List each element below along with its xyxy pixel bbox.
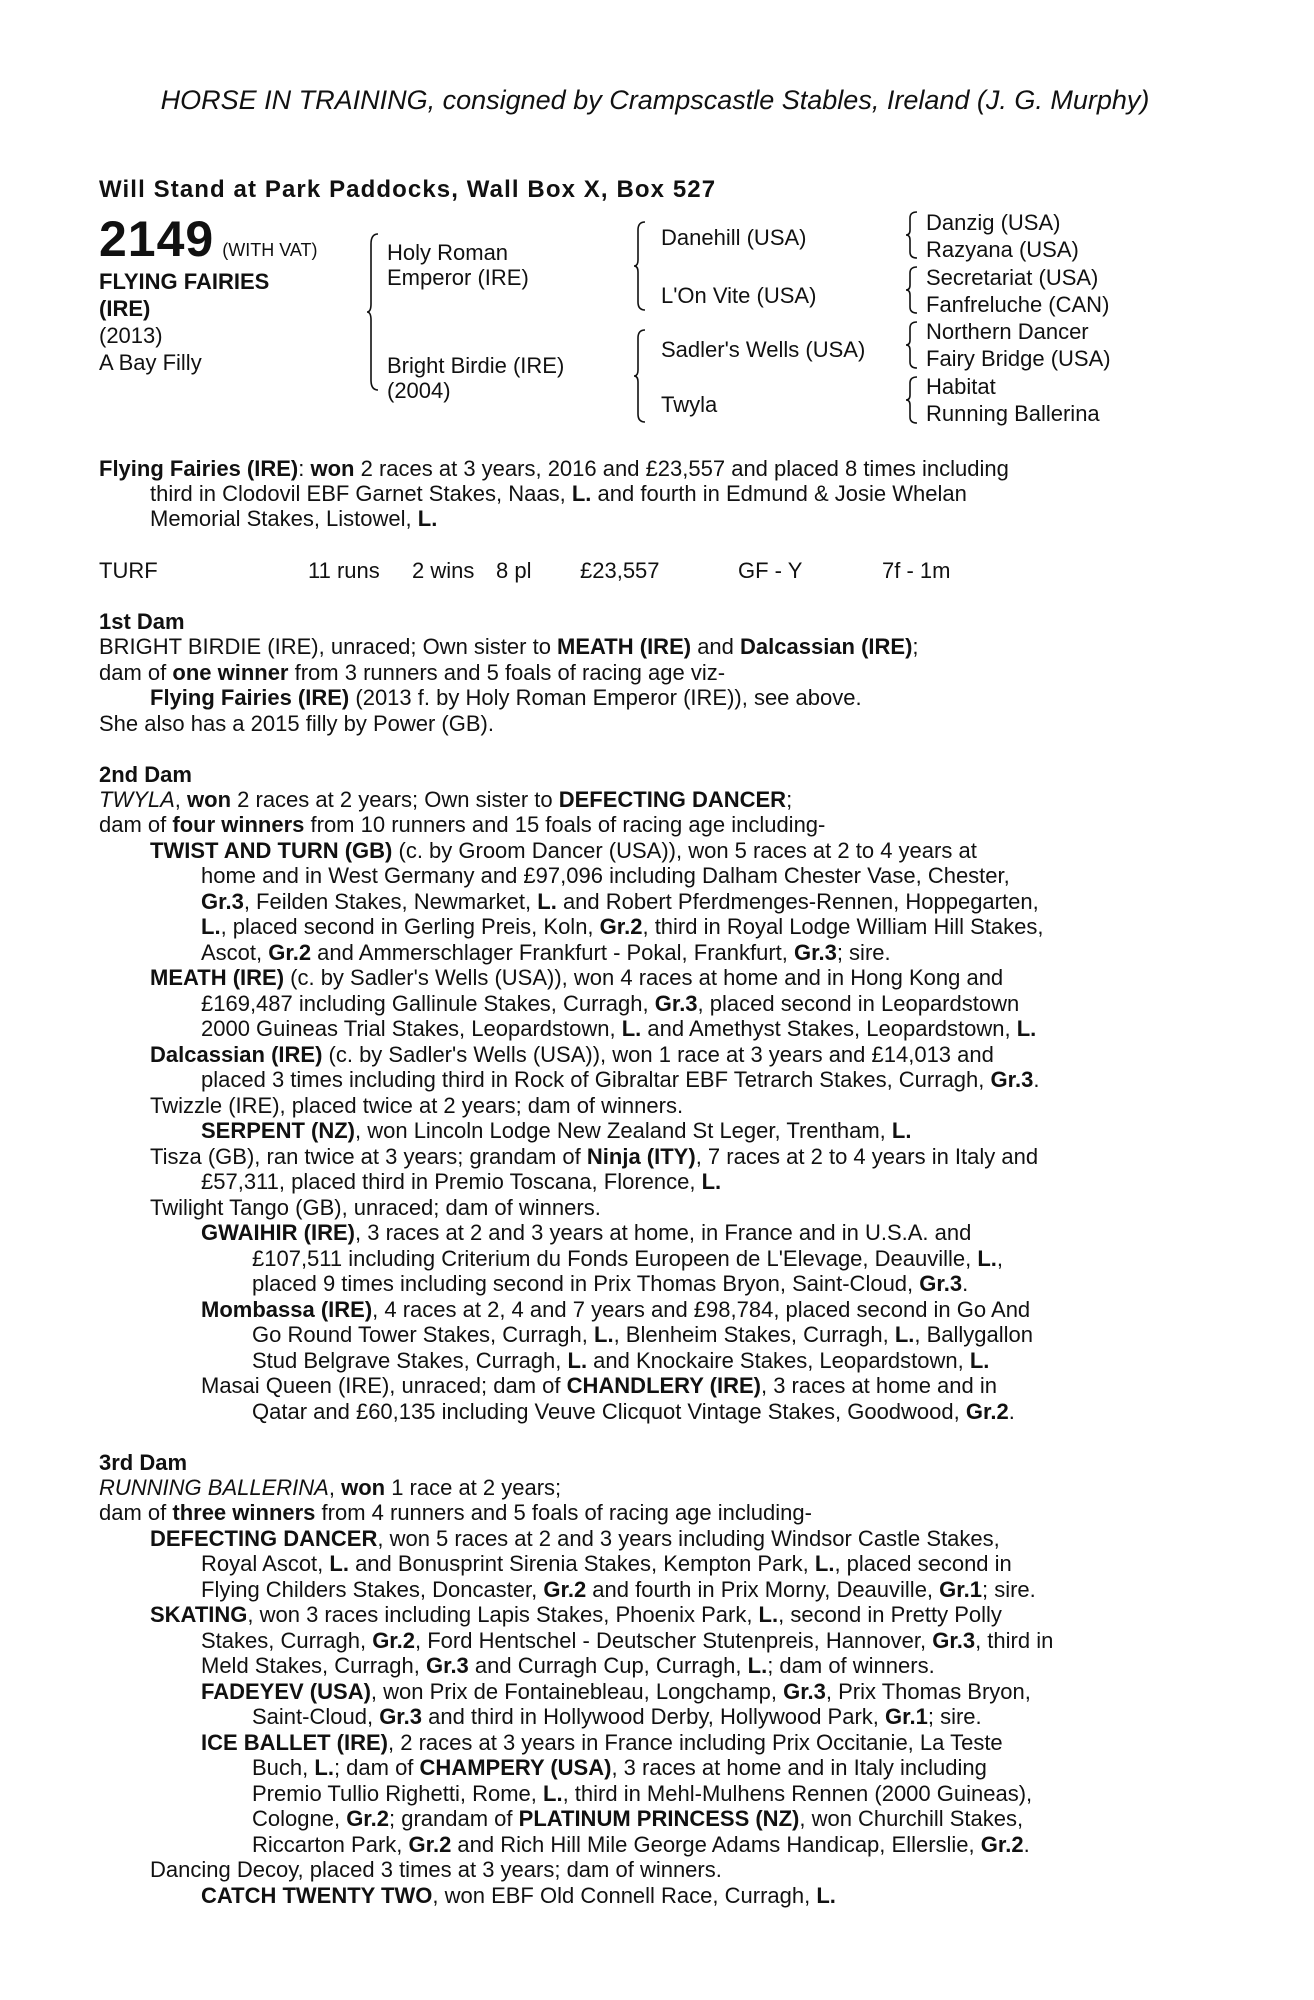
text-run: , won 3 races including Lapis Stakes, Phoenix Park, [247,1602,759,1627]
second-dam-line [201,1297,1030,1323]
bold-text: L. [594,1322,614,1347]
text-run: Qatar and £60,135 including Veuve Clicquot Vintage Stakes, Goodwood, [252,1399,966,1424]
bold-text: L. [891,1118,912,1143]
bold-text: Flying Fairies (IRE) [99,456,299,481]
third-dam-line [99,1500,812,1526]
italic-text: RUNNING BALLERINA [99,1475,329,1500]
summary-line [150,506,437,532]
page-title: HORSE IN TRAINING, consigned by Crampscastle Stables, Ireland (J. G. Murphy) [160,85,1150,115]
text-run: , Prix Thomas Bryon, [825,1679,1031,1704]
third-dam-line [252,1806,1023,1832]
text-run: from 3 runners and 5 foals of racing age viz- [288,660,726,685]
text-run: . [1008,1399,1015,1424]
text-run: Go Round Tower Stakes, Curragh, [252,1322,594,1347]
brace-dd [905,375,919,425]
bold-text: L. [329,1551,349,1576]
ped-dam-line2: (2004) [387,378,451,403]
text-run: and third in Hollywood Derby, Hollywood Park, [422,1704,886,1729]
summary-line [150,481,967,507]
text-run: (c. by Groom Dancer (USA)), won 5 races at 2 to 4 years at [392,838,977,863]
horse-description: A Bay Filly [99,350,202,375]
bold-text: one winner [172,660,289,685]
bold-text: Gr.3 [783,1679,826,1704]
text-run: and Ammerschlager Frankfurt - Pokal, Frankfurt, [311,940,795,965]
turf-placed: 8 pl [496,558,532,583]
text-run: £107,511 including Criterium du Fonds Europeen de L'Elevage, Deauville, [252,1246,978,1271]
summary-line [99,456,1009,482]
text-run: and Amethyst Stakes, Leopardstown, [641,1016,1017,1041]
turf-wins: 2 wins [412,558,475,583]
second-dam-line [252,1399,1015,1425]
text-run: , third in Royal Lodge William Hill Stakes, [642,914,1044,939]
third-dam-line [201,1577,1036,1603]
bold-text: L. [543,1781,563,1806]
text-run: , won Churchill Stakes, [799,1806,1024,1831]
text-run: Dancing Decoy, placed 3 times at 3 years; dam of winners. [150,1857,722,1882]
bold-text: Dalcassian (IRE) [150,1042,323,1067]
text-run: , second in Pretty Polly [778,1602,1002,1627]
third-dam-line [201,1730,1003,1756]
text-run: She also has a 2015 filly by Power (GB). [99,711,494,736]
text-run: . [1033,1067,1040,1092]
bold-text: L. [701,1169,722,1194]
second-dam-line [201,991,1019,1017]
text-run: £169,487 including Gallinule Stakes, Curragh, [201,991,655,1016]
text-run: placed 9 times including second in Prix Thomas Bryon, Saint-Cloud, [252,1271,920,1296]
third-dam-line [201,1628,1053,1654]
first-dam-line [99,711,494,737]
text-run: BRIGHT BIRDIE (IRE), unraced; Own sister to [99,634,558,659]
text-run: , placed second in Leopardstown [697,991,1020,1016]
turf-earnings: £23,557 [580,558,660,583]
text-run: ; dam of [333,1755,420,1780]
text-run: £57,311, placed third in Premio Toscana, Florence, [201,1169,702,1194]
text-run: . [962,1271,969,1296]
text-run: , 4 races at 2, 4 and 7 years and £98,784, placed second in Go And [372,1297,1031,1322]
ped-sire: Holy Roman [387,240,509,265]
text-run: , 2 races at 3 years in France including Prix Occitanie, La Teste [388,1730,1003,1755]
text-run: , 3 races at home and in [760,1373,997,1398]
second-dam-line [150,838,977,864]
text-run: , 7 races at 2 to 4 years in Italy and [695,1144,1039,1169]
third-dam-line [150,1857,722,1883]
text-run: Twilight Tango (GB), unraced; dam of winners. [150,1195,601,1220]
text-run: dam of [99,1500,173,1525]
text-run: Flying Childers Stakes, Doncaster, [201,1577,544,1602]
third-dam-line [150,1602,1002,1628]
second-dam-line [201,1220,971,1246]
text-run: and fourth in Edmund & Josie Whelan [591,481,967,506]
ped-dam-sire: Sadler's Wells (USA) [661,337,866,362]
lot-number: 2149 [99,211,215,267]
turf-distance: 7f - 1m [882,558,951,583]
bold-text: Gr.2 [372,1628,415,1653]
text-run: , won Prix de Fontainebleau, Longchamp, [370,1679,784,1704]
text-run: , 3 races at home and in Italy including [611,1755,987,1780]
text-run: Royal Ascot, [201,1551,330,1576]
text-run: 2 races at 3 years, 2016 and £23,557 and placed 8 times including [354,456,1009,481]
bold-text: Gr.3 [932,1628,976,1653]
bold-text: SERPENT (NZ) [201,1118,355,1143]
third-dam-line [252,1832,1030,1858]
brace-sd [905,265,919,315]
bold-text: ICE BALLET (IRE) [201,1730,388,1755]
ped-sire-line2: Emperor (IRE) [387,265,529,290]
bold-text: L. [977,1246,997,1271]
bold-text: L. [758,1602,779,1627]
text-run: (c. by Sadler's Wells (USA)), won 4 races at home and in Hong Kong and [284,965,1004,990]
bold-text: won [310,456,355,481]
bold-text: L. [571,481,592,506]
second-dam-line [252,1348,989,1374]
bold-text: L. [621,1016,642,1041]
turf-runs: 11 runs [308,558,380,583]
bold-text: MEATH (IRE) [557,634,692,659]
bold-text: CATCH TWENTY TWO [201,1883,433,1908]
text-run: , [328,1475,342,1500]
bold-text: L. [1016,1016,1037,1041]
ped-dam-dam: Twyla [661,392,718,417]
second-dam-line [252,1246,1003,1272]
ped-dd-dam: Running Ballerina [926,401,1100,426]
section-heading: 2nd Dam [99,762,192,787]
bold-text: CHAMPERY (USA) [419,1755,612,1780]
bold-text: Gr.1 [939,1577,982,1602]
bold-text: three winners [172,1500,316,1525]
text-run: 2000 Guineas Trial Stakes, Leopardstown, [201,1016,622,1041]
text-run: third in Clodovil EBF Garnet Stakes, Naas, [150,481,572,506]
second-dam-line [150,1144,1038,1170]
bold-text: Gr.3 [201,889,244,914]
bold-text: Gr.2 [543,1577,587,1602]
ped-dd-sire: Habitat [926,374,996,399]
text-run: and fourth in Prix Morny, Deauville, [586,1577,940,1602]
second-dam-line [99,812,825,838]
bold-text: won [341,1475,386,1500]
turf-going: GF - Y [738,558,803,583]
text-run: Buch, [252,1755,315,1780]
bold-text: Gr.3 [654,991,698,1016]
vat-note: (WITH VAT) [222,240,318,260]
second-dam-line [252,1271,968,1297]
bold-text: DEFECTING DANCER [150,1526,378,1551]
text-run: , Ballygallon [914,1322,1034,1347]
text-run: . [1023,1832,1030,1857]
second-dam-line [201,1169,721,1195]
text-run: (2013 f. by Holy Roman Emperor (IRE)), see above. [349,685,862,710]
second-dam-line [252,1322,1033,1348]
text-run: Masai Queen (IRE), unraced; dam of [201,1373,567,1398]
third-dam-line [150,1526,1000,1552]
first-dam-line [150,685,862,711]
brace-dam [633,328,647,424]
second-dam-line [201,863,1010,889]
brace-sire [633,220,647,312]
bold-text: L. [201,914,221,939]
horse-name: FLYING FAIRIES [99,269,270,294]
text-run: and Robert Pferdmenges-Rennen, Hoppegarten, [556,889,1039,914]
ped-sd-dam: Fanfreluche (CAN) [926,292,1110,317]
bold-text: Gr.3 [379,1704,422,1729]
third-dam-line [201,1551,1012,1577]
text-run: , Feilden Stakes, Newmarket, [243,889,538,914]
bold-text: Gr.2 [268,940,312,965]
ped-ds-sire: Northern Dancer [926,319,1089,344]
ped-ss-sire: Danzig (USA) [926,210,1061,235]
text-run: Stakes, Curragh, [201,1628,373,1653]
bold-text: L. [747,1653,768,1678]
lot-info [99,268,269,376]
third-dam-line [99,1475,561,1501]
text-run: , [174,787,188,812]
bold-text: MEATH (IRE) [150,965,285,990]
bold-text: won [187,787,232,812]
bold-text: SKATING [150,1602,248,1627]
third-dam-line [201,1679,1031,1705]
bold-text: GWAIHIR (IRE) [201,1220,355,1245]
ped-sire-dam: L'On Vite (USA) [661,283,817,308]
bold-text: Gr.3 [425,1653,469,1678]
text-run: , won 5 races at 2 and 3 years including Windsor Castle Stakes, [377,1526,1000,1551]
second-dam-line [201,914,1044,940]
bold-text: four winners [172,812,305,837]
text-run: : [298,456,311,481]
text-run: ; [912,634,919,659]
ped-dam: Bright Birdie (IRE) [387,353,565,378]
italic-text: TWYLA [99,787,175,812]
text-run: 1 race at 2 years; [385,1475,562,1500]
bold-text: L. [969,1348,990,1373]
second-dam-line [201,889,1039,915]
text-run: and Bonusprint Sirenia Stakes, Kempton Park, [348,1551,815,1576]
text-run: 2 races at 2 years; Own sister to [231,787,559,812]
brace-main [366,232,380,392]
text-run: Ascot, [201,940,269,965]
first-dam-line [99,660,725,686]
section-heading: 3rd Dam [99,1450,188,1475]
bold-text: FADEYEV (USA) [201,1679,371,1704]
bold-text: PLATINUM PRINCESS (NZ) [518,1806,800,1831]
text-run: placed 3 times including third in Rock of Gibraltar EBF Tetrarch Stakes, Curragh, [201,1067,991,1092]
bold-text: Ninja (ITY) [586,1144,696,1169]
second-dam-line [150,965,1003,991]
text-run: , Blenheim Stakes, Curragh, [613,1322,895,1347]
text-run: Riccarton Park, [252,1832,409,1857]
bold-text: L. [894,1322,915,1347]
text-run: and Knockaire Stakes, Leopardstown, [587,1348,970,1373]
text-run: Saint-Cloud, [252,1704,380,1729]
bold-text: Mombassa (IRE) [201,1297,373,1322]
turf-label: TURF [99,558,158,583]
text-run: Twizzle (IRE), placed twice at 2 years; dam of winners. [150,1093,684,1118]
text-run: ; [786,787,793,812]
ped-ss-dam: Razyana (USA) [926,237,1079,262]
ped-sire-sire: Danehill (USA) [661,225,807,250]
text-run: and [691,634,741,659]
text-run: dam of [99,812,173,837]
second-dam-line [201,1016,1036,1042]
first-dam-line [99,634,919,660]
bold-text: L. [417,506,438,531]
second-dam-line [99,787,792,813]
text-run: ; sire. [927,1704,982,1729]
text-run: , third in Mehl-Mulhens Rennen (2000 Guineas), [562,1781,1033,1806]
text-run: and Rich Hill Mile George Adams Handicap, Ellerslie, [451,1832,981,1857]
text-run: Cologne, [252,1806,347,1831]
bold-text: Flying Fairies (IRE) [150,685,350,710]
text-run: ; sire. [981,1577,1036,1602]
text-run: Meld Stakes, Curragh, [201,1653,426,1678]
text-run: Premio Tullio Righetti, Rome, [252,1781,543,1806]
third-dam-line [252,1704,982,1730]
bold-text: Gr.3 [794,940,837,965]
brace-ds [905,320,919,370]
third-dam-line [201,1883,836,1909]
bold-text: DEFECTING DANCER [558,787,787,812]
text-run: ; sire. [836,940,891,965]
horse-origin: (IRE) [99,296,151,321]
second-dam-line [150,1042,994,1068]
text-run: Memorial Stakes, Listowel, [150,506,418,531]
bold-text: Gr.1 [885,1704,928,1729]
third-dam-line [252,1755,987,1781]
lot-header [99,211,318,267]
second-dam-line [201,1067,1039,1093]
text-run: and Curragh Cup, Curragh, [468,1653,748,1678]
text-run: from 4 runners and 5 foals of racing age including- [315,1500,812,1525]
bold-text: Gr.2 [980,1832,1024,1857]
text-run: ; grandam of [389,1806,519,1831]
second-dam-line [201,940,891,966]
bold-text: Gr.3 [990,1067,1034,1092]
second-dam-line [201,1373,997,1399]
third-dam-line [252,1781,1032,1807]
bold-text: Gr.2 [346,1806,389,1831]
text-run: from 10 runners and 15 foals of racing age including- [304,812,826,837]
text-run: , third in [975,1628,1054,1653]
stand-location: Will Stand at Park Paddocks, Wall Box X, Box 527 [99,176,717,203]
second-dam-line [201,1118,911,1144]
text-run: , 3 races at 2 and 3 years at home, in France and in U.S.A. and [355,1220,972,1245]
brace-ss [905,210,919,260]
second-dam-line [150,1195,601,1221]
ped-sd-sire: Secretariat (USA) [926,265,1099,290]
bold-text: Gr.2 [965,1399,1009,1424]
bold-text: L. [314,1755,334,1780]
text-run: , [996,1246,1004,1271]
text-run: (c. by Sadler's Wells (USA)), won 1 race at 3 years and £14,013 and [322,1042,994,1067]
bold-text: TWIST AND TURN (GB) [150,838,393,863]
bold-text: L. [816,1883,836,1908]
text-run: , Ford Hentschel - Deutscher Stutenpreis, Hannover, [415,1628,933,1653]
text-run: ; dam of winners. [767,1653,935,1678]
section-heading: 1st Dam [99,609,185,634]
bold-text: L. [537,889,557,914]
bold-text: Gr.2 [408,1832,452,1857]
text-run: Tisza (GB), ran twice at 3 years; grandam of [150,1144,587,1169]
bold-text: Dalcassian (IRE) [740,634,913,659]
bold-text: L. [567,1348,588,1373]
text-run: , placed second in [834,1551,1012,1576]
ped-ds-dam: Fairy Bridge (USA) [926,346,1111,371]
text-run: Stud Belgrave Stakes, Curragh, [252,1348,568,1373]
bold-text: Gr.3 [919,1271,963,1296]
text-run: , won Lincoln Lodge New Zealand St Leger, Trentham, [355,1118,892,1143]
bold-text: Gr.2 [599,914,643,939]
third-dam-line [201,1653,935,1679]
text-run: dam of [99,660,173,685]
second-dam-line [150,1093,683,1119]
bold-text: CHANDLERY (IRE) [566,1373,761,1398]
text-run: , placed second in Gerling Preis, Koln, [220,914,600,939]
bold-text: L. [814,1551,835,1576]
foaling-year: (2013) [99,323,163,348]
text-run: home and in West Germany and £97,096 including Dalham Chester Vase, Chester, [201,863,1010,888]
text-run: , won EBF Old Connell Race, Curragh, [432,1883,817,1908]
